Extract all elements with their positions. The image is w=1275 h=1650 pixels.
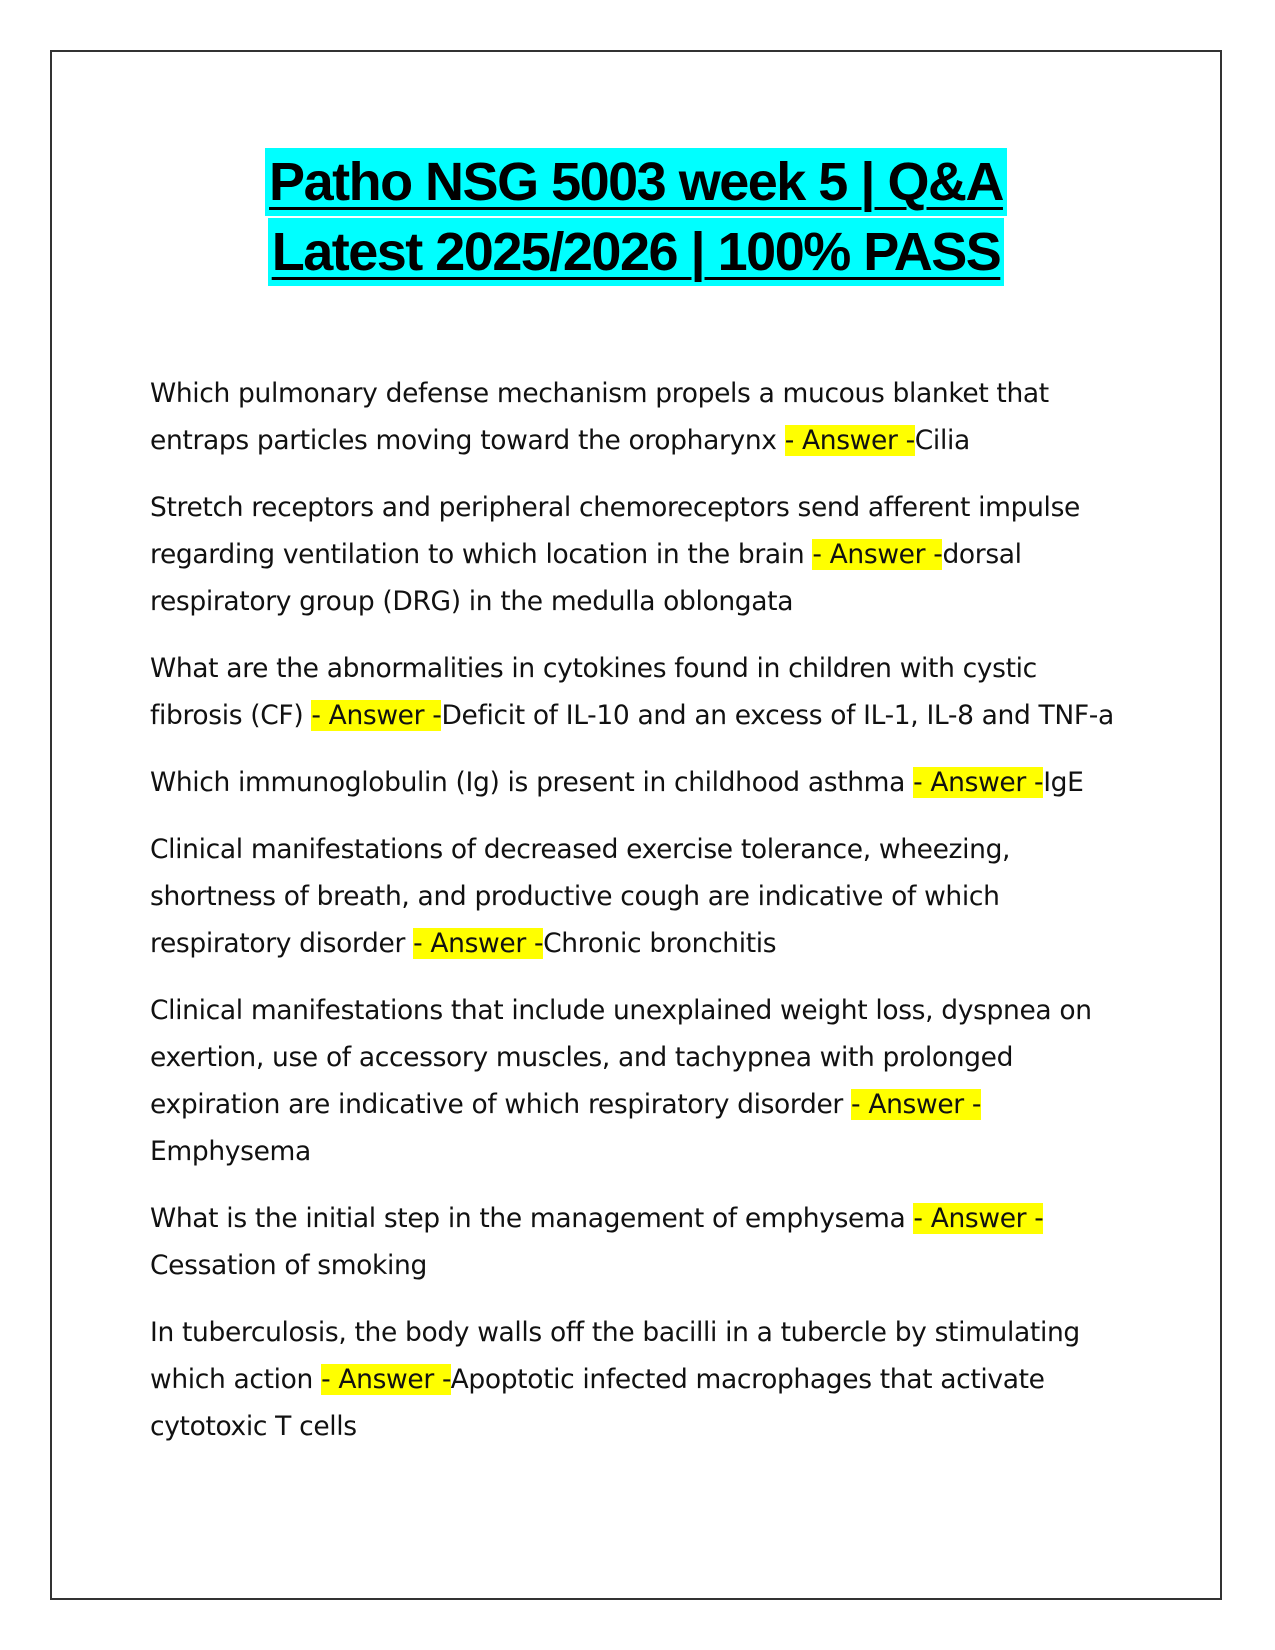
answer-marker: - Answer - [913,767,1044,798]
qa-item [150,370,1130,464]
question-text: Which pulmonary defense mechanism propels a mucous blanket that entraps particles moving toward the oropharynx [150,378,1049,456]
question-text: Which immunoglobulin (Ig) is present in childhood asthma [150,767,914,798]
answer-text: Deficit of IL-10 and an excess of IL-1, IL-8 and TNF-a [441,700,1114,731]
qa-item [150,1195,1130,1289]
answer-text: Chronic bronchitis [543,928,777,959]
answer-marker: - Answer - [812,539,943,570]
answer-text: IgE [1043,767,1084,798]
qa-item [150,484,1130,625]
document-title [50,148,1222,288]
answer-text: Cilia [914,425,970,456]
qa-list [150,370,1130,1470]
qa-item [150,1309,1130,1450]
question-text: In tuberculosis, the body walls off the bacilli in a tubercle by stimulating which action [150,1317,1080,1395]
answer-marker: - Answer - [321,1364,451,1395]
answer-text: Apoptotic infected macrophages that activate cytotoxic T cells [150,1364,1045,1442]
question-text: What are the abnormalities in cytokines found in children with cystic fibrosis (CF) [150,653,1037,731]
answer-marker: - Answer - [311,700,442,731]
answer-marker: - Answer - [913,1203,1044,1234]
answer-marker: - Answer - [851,1089,982,1120]
qa-item [150,759,1130,806]
answer-text: Emphysema [150,1136,311,1167]
answer-marker: - Answer - [784,425,915,456]
answer-marker: - Answer - [413,928,544,959]
title-line-1: Patho NSG 5003 week 5 | Q&A [265,148,1007,216]
qa-item [150,987,1130,1175]
qa-item [150,645,1130,739]
question-text: Clinical manifestations that include unexplained weight loss, dyspnea on exertion, use of accessory muscles, and tachypnea with prolonged expiration are indicative of which respiratory disorder [150,995,1092,1120]
title-line-2: Latest 2025/2026 | 100% PASS [268,218,1005,286]
answer-text: dorsal respiratory group (DRG) in the medulla oblongata [150,539,1022,617]
qa-item [150,826,1130,967]
question-text: What is the initial step in the management of emphysema [150,1203,914,1234]
answer-text: Cessation of smoking [150,1250,427,1281]
question-text: Clinical manifestations of decreased exercise tolerance, wheezing, shortness of breath, and productive cough are indicative of which respiratory disorder [150,834,1011,959]
question-text: Stretch receptors and peripheral chemoreceptors send afferent impulse regarding ventilation to which location in the brain [150,492,1080,570]
